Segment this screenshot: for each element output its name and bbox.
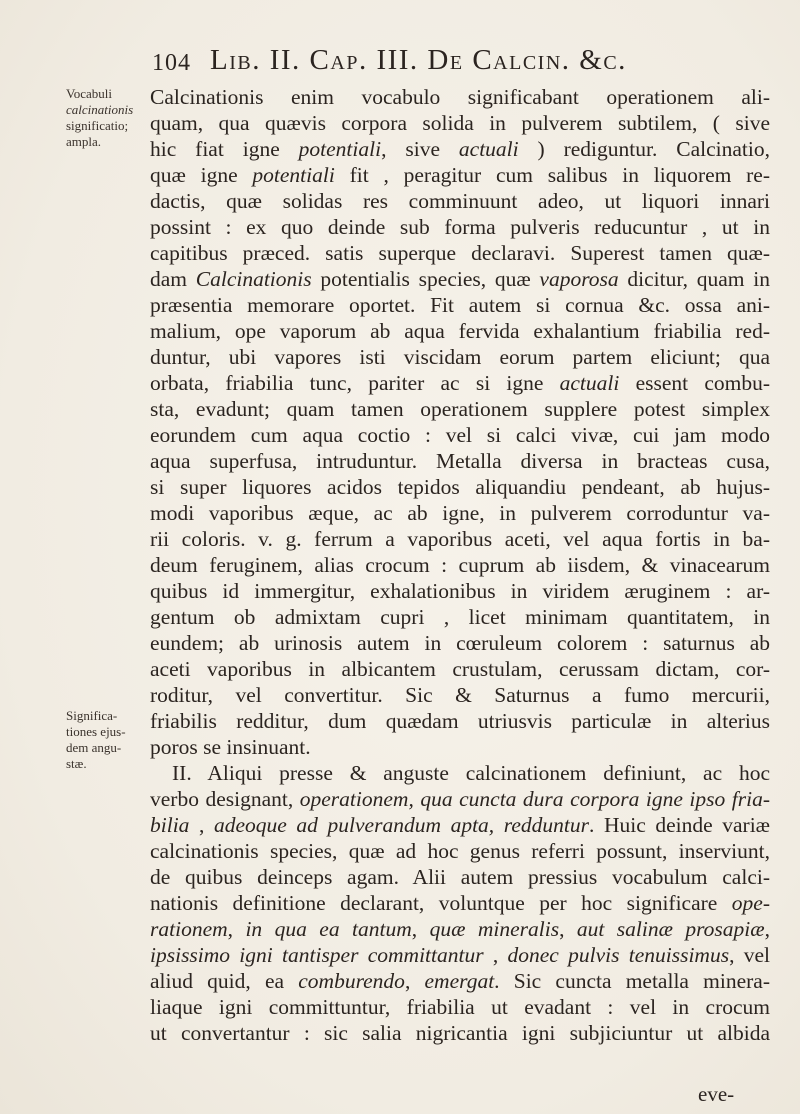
text-line: [150, 890, 770, 916]
italic-run: comburendo: [298, 969, 405, 993]
margin-note-line: Vocabuli: [66, 86, 112, 101]
text-run: essent combu-: [619, 371, 771, 395]
margin-note-significationes: [66, 708, 142, 772]
text-run: deum feruginem, alias crocum : cuprum ab iisdem, & vinacearum: [150, 553, 770, 577]
text-line: [150, 266, 770, 292]
italic-run: potentiali: [298, 137, 382, 161]
text-line: [150, 786, 770, 812]
text-line: [150, 656, 770, 682]
text-line: [150, 188, 770, 214]
text-line: [150, 136, 770, 162]
text-run: rii coloris. v. g. ferrum a vaporibus aceti, vel aqua fortis in ba-: [150, 527, 770, 551]
text-line: [150, 396, 770, 422]
margin-note-line: calcinationis: [66, 102, 134, 117]
text-run: duntur, ubi vapores isti viscidam eorum partem eliciunt; qua: [150, 345, 770, 369]
text-run: quæ igne: [150, 163, 253, 187]
text-run: calcinationis species, quæ ad hoc genus referri possunt, inserviunt,: [150, 839, 770, 863]
text-line: [150, 916, 770, 942]
margin-note-line: tiones ejus-: [66, 724, 126, 739]
text-line: [150, 162, 770, 188]
text-line: [150, 422, 770, 448]
text-line: [150, 604, 770, 630]
italic-run: donec pulvis tenuissimus: [507, 943, 730, 967]
text-line: [150, 578, 770, 604]
text-line: [150, 1020, 770, 1046]
text-run: , sive: [381, 137, 459, 161]
text-line: [150, 760, 770, 786]
text-line: [150, 448, 770, 474]
text-run: ,: [483, 943, 508, 967]
text-line: [150, 526, 770, 552]
text-line: [150, 214, 770, 240]
italic-run: actuali: [458, 137, 519, 161]
italic-run: potentiali: [252, 163, 335, 187]
text-run: capitibus præced. satis superque declaravi. Superest tamen quæ-: [150, 241, 770, 265]
text-run: ,: [189, 813, 214, 837]
italic-run: emergat: [424, 969, 495, 993]
text-run: sta, evadunt; quam tamen operationem supplere potest simplex: [150, 397, 770, 421]
text-run: II. Aliqui presse & anguste calcinationem definiunt, ac hoc: [172, 761, 770, 785]
text-line: [150, 942, 770, 968]
text-run: ,: [559, 917, 577, 941]
running-head: Lib. II. Cap. III. De Calcin. &c.: [210, 44, 627, 76]
italic-run: quæ mineralis: [429, 917, 560, 941]
text-line: [150, 994, 770, 1020]
text-line: [150, 500, 770, 526]
text-line: [150, 474, 770, 500]
italic-run: bilia: [150, 813, 190, 837]
text-line: [150, 240, 770, 266]
margin-note-vocabuli: [66, 86, 142, 150]
text-line: [150, 110, 770, 136]
text-run: Calcinationis enim vocabulo significabant operationem ali-: [150, 85, 770, 109]
text-line: [150, 630, 770, 656]
text-line: [150, 968, 770, 994]
text-line: [150, 370, 770, 396]
italic-run: ipsissimo igni tantisper committantur: [150, 943, 484, 967]
text-run: si super liquores acidos tepidos aliquandiu pendeant, ab hujus-: [150, 475, 770, 499]
text-run: poros se insinuant.: [150, 735, 311, 759]
text-run: ,: [411, 917, 430, 941]
italic-run: operationem, qua cuncta dura corpora igne ipso fria-: [299, 787, 770, 811]
text-run: . Sic cuncta metalla minera-: [494, 969, 771, 993]
text-run: aqua superfusa, intruduntur. Metalla diversa in bracteas cusa,: [150, 449, 770, 473]
italic-run: aut salinæ prosapiæ: [576, 917, 765, 941]
text-line: [150, 318, 770, 344]
page-header: [152, 44, 752, 84]
text-run: , vel: [729, 943, 770, 967]
margin-note-line: significatio;: [66, 118, 129, 133]
text-run: friabilis redditur, dum quædam utriusvis particulæ in alterius: [150, 709, 770, 733]
text-line: [150, 84, 770, 110]
margin-note-line: dem angu-: [66, 740, 122, 755]
text-run: possint : ex quo deinde sub forma pulveris reducuntur , ut in: [150, 215, 770, 239]
text-run: hic fiat igne: [150, 137, 299, 161]
text-run: gentum ob admixtam cupri , licet minimam quantitatem, in: [150, 605, 770, 629]
text-run: nationis definitione declarant, voluntque per hoc significare: [150, 891, 732, 915]
text-run: eundem; ab urinosis autem in cœruleum colorem : saturnus ab: [150, 631, 770, 655]
margin-note-line: Significa-: [66, 708, 118, 723]
italic-run: rationem: [150, 917, 228, 941]
italic-run: Calcinationis: [195, 267, 312, 291]
text-run: malium, ope vaporum ab aqua fervida exhalantium friabilia red-: [150, 319, 770, 343]
text-run: eorundem cum aqua coctio : vel si calci vivæ, cui jam modo: [150, 423, 770, 447]
text-run: ,: [227, 917, 246, 941]
text-run: potentialis species, quæ: [311, 267, 540, 291]
italic-run: actuali: [559, 371, 620, 395]
text-line: [150, 344, 770, 370]
text-run: roditur, vel convertitur. Sic & Saturnus a fumo mercurii,: [150, 683, 770, 707]
text-run: de quibus deinceps agam. Alii autem pressius vocabulum calci-: [150, 865, 770, 889]
text-run: quibus id immergitur, exhalationibus in viridem æruginem : ar-: [150, 579, 770, 603]
page-number: 104: [152, 50, 191, 76]
text-run: ) rediguntur. Calcinatio,: [518, 137, 770, 161]
text-run: dactis, quæ solidas res comminuunt adeo, ut liquori innari: [150, 189, 770, 213]
catchword: eve-: [698, 1082, 735, 1106]
text-line: [150, 864, 770, 890]
italic-run: in qua ea tantum: [245, 917, 412, 941]
text-run: modi vaporibus æque, ac ab igne, in pulverem corroduntur va-: [150, 501, 770, 525]
italic-run: ope-: [731, 891, 770, 915]
text-run: orbata, friabilia tunc, pariter ac si igne: [150, 371, 560, 395]
text-line: [150, 838, 770, 864]
text-run: præsentia memorare oportet. Fit autem si cornua &c. ossa ani-: [150, 293, 770, 317]
text-line: [150, 682, 770, 708]
text-line: [150, 708, 770, 734]
text-run: ,: [404, 969, 425, 993]
margin-note-line: ampla.: [66, 134, 102, 149]
text-run: aliud quid, ea: [150, 969, 299, 993]
italic-run: adeoque ad pulverandum apta, redduntur: [214, 813, 589, 837]
text-line: [150, 812, 770, 838]
text-line: [150, 552, 770, 578]
text-run: . Huic deinde variæ: [588, 813, 771, 837]
text-run: ut convertantur : sic salia nigricantia igni subjiciuntur ut albida: [150, 1021, 770, 1045]
text-run: liaque igni committuntur, friabilia ut evadant : vel in crocum: [150, 995, 770, 1019]
text-line: [150, 292, 770, 318]
text-run: verbo designant,: [150, 787, 300, 811]
text-run: quam, qua quævis corpora solida in pulverem subtilem, ( sive: [150, 111, 770, 135]
text-run: fit , peragitur cum salibus in liquorem re-: [334, 163, 771, 187]
text-run: ,: [764, 917, 770, 941]
margin-note-line: stæ.: [66, 756, 87, 771]
text-run: dicitur, quam in: [618, 267, 770, 291]
text-run: aceti vaporibus in albicantem crustulam, cerussam dictam, cor-: [150, 657, 770, 681]
body-text: [150, 84, 770, 1046]
italic-run: vaporosa: [539, 267, 619, 291]
text-line: [150, 734, 770, 760]
text-run: dam: [150, 267, 196, 291]
